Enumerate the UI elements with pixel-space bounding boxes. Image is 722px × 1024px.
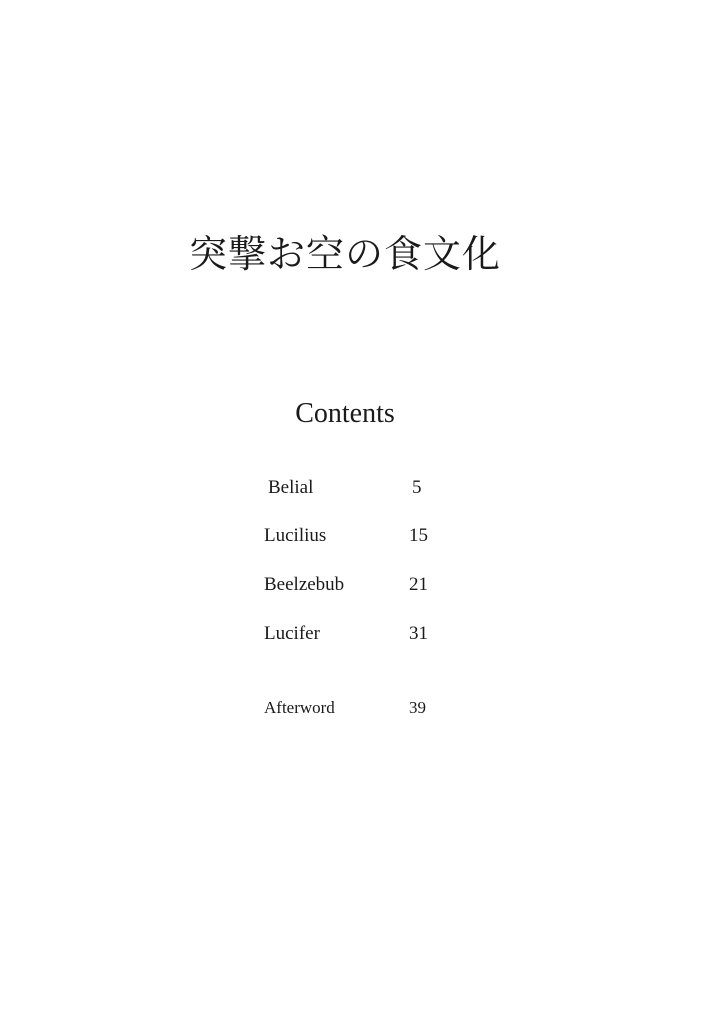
toc-entry-afterword	[264, 694, 444, 722]
toc-entry-lucifer	[264, 620, 444, 648]
toc-entry-page: 5	[412, 477, 422, 498]
toc-entry-lucilius	[264, 522, 444, 550]
toc-entry-label: Afterword	[264, 698, 335, 717]
toc-entry-label: Belial	[268, 477, 314, 498]
toc-entry-label: Lucilius	[264, 525, 327, 546]
toc-entry-label: Lucifer	[264, 623, 320, 644]
toc-entry-page: 39	[409, 698, 426, 717]
toc-entry-page: 21	[409, 574, 428, 595]
toc-entry-belial	[264, 474, 444, 502]
toc-entry-page: 31	[409, 623, 428, 644]
toc-entry-label: Beelzebub	[264, 574, 345, 595]
contents-heading: Contents	[295, 398, 395, 429]
toc-entry-beelzebub	[264, 571, 444, 599]
toc-entry-page: 15	[409, 525, 428, 546]
book-title: 突撃お空の食文化	[188, 232, 501, 276]
